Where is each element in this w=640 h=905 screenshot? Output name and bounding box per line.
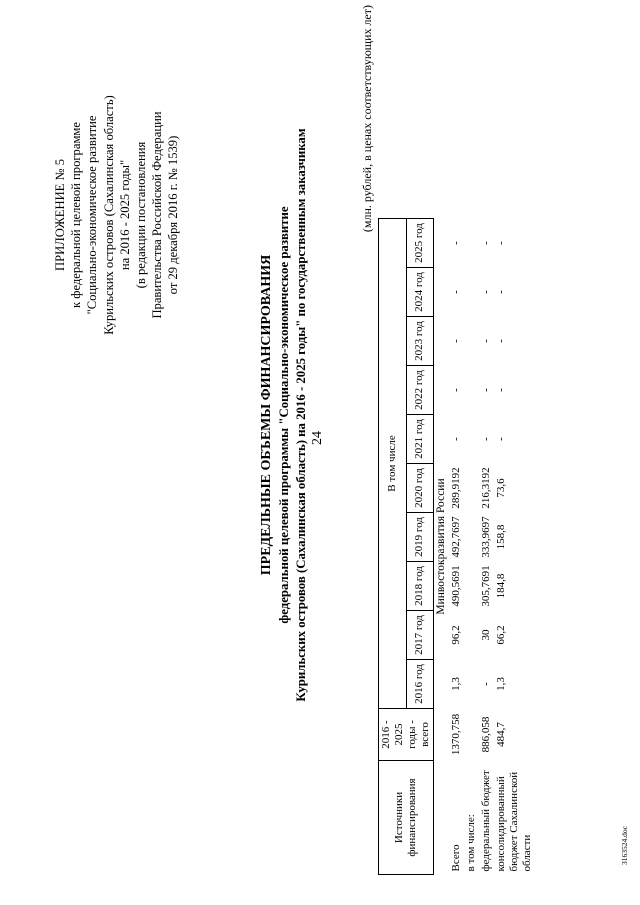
row-value: 158,8: [495, 524, 507, 550]
appendix-line: от 29 декабря 2016 г. № 1539): [166, 135, 181, 295]
appendix-line: (в редакции постановления: [134, 141, 149, 289]
row-value: -: [495, 241, 507, 245]
row-value: 490,5691: [450, 565, 462, 607]
header-year: 2017 год: [406, 611, 434, 660]
row-label: в том числе:: [465, 814, 477, 872]
header-year: 2018 год: [406, 562, 434, 611]
document-heading: [258, 0, 310, 865]
appendix-line: Курильских островов (Сахалинская область): [101, 95, 116, 335]
row-label: Всего: [450, 844, 462, 872]
row-value: -: [450, 388, 462, 392]
header-year: 2025 год: [406, 219, 434, 268]
row-value: 333,9697: [480, 516, 492, 558]
heading-title: ПРЕДЕЛЬНЫЕ ОБЪЕМЫ ФИНАНСИРОВАНИЯ: [259, 254, 274, 576]
row-label: консолидированный бюджет Сахалинской области: [495, 771, 533, 872]
row-value: 305,7691: [480, 565, 492, 607]
page-number: 24: [310, 431, 325, 445]
ministry-label: Минвостокразвития России: [435, 478, 447, 615]
header-year: 2016 год: [406, 660, 434, 709]
header-year: 2024 год: [406, 268, 434, 317]
row-value: -: [450, 437, 462, 441]
table-row: [494, 219, 535, 875]
appendix-block: [52, 5, 182, 425]
row-value: 289,9192: [450, 467, 462, 509]
table-header-row: [379, 219, 407, 875]
row-value: 1,3: [495, 677, 507, 691]
header-year: 2021 год: [406, 415, 434, 464]
row-value: -: [480, 682, 492, 686]
row-value: -: [480, 241, 492, 245]
row-value: -: [480, 437, 492, 441]
unit-label: (млн. рублей, в ценах соответствующих лет): [360, 5, 374, 233]
doc-code: 3163524.doc: [620, 826, 629, 865]
header-source: Источники финансирования: [379, 761, 434, 875]
row-value: 73,6: [495, 478, 507, 498]
header-year: 2019 год: [406, 513, 434, 562]
row-value: 886,058: [480, 716, 492, 753]
row-value: 184,8: [495, 573, 507, 599]
row-value: -: [480, 290, 492, 294]
appendix-line: к федеральной целевой программе: [69, 122, 84, 308]
header-year: 2022 год: [406, 366, 434, 415]
row-value: -: [495, 339, 507, 343]
row-value: 96,2: [450, 625, 462, 645]
row-value: -: [450, 241, 462, 245]
heading-line: федеральной целевой программы "Социально-экономическое развитие: [277, 206, 291, 624]
appendix-line: "Социально-экономическое развитие: [85, 115, 100, 315]
row-value: 484,7: [495, 722, 507, 747]
row-value: -: [480, 339, 492, 343]
ministry-row: [434, 219, 450, 875]
heading-line: Курильских островов (Сахалинская область) на 2016 - 2025 годы" по государственным заказчикам: [294, 128, 308, 702]
row-value: -: [450, 339, 462, 343]
row-value: 1370,758: [450, 713, 462, 756]
table-row: [479, 219, 494, 875]
table-row: [449, 219, 464, 875]
row-label: федеральный бюджет: [480, 770, 492, 872]
table-row: [464, 219, 479, 875]
appendix-line: ПРИЛОЖЕНИЕ № 5: [53, 159, 67, 271]
financing-table: [378, 218, 535, 875]
header-year: 2020 год: [406, 464, 434, 513]
row-value: 1,3: [450, 677, 462, 691]
row-value: 492,7697: [450, 516, 462, 558]
row-value: -: [495, 290, 507, 294]
row-value: 66,2: [495, 625, 507, 645]
row-value: -: [495, 437, 507, 441]
row-value: 216,3192: [480, 467, 492, 509]
appendix-line: на 2016 - 2025 годы": [117, 159, 132, 271]
row-value: 30: [480, 629, 492, 641]
row-value: -: [480, 388, 492, 392]
row-value: -: [450, 290, 462, 294]
row-value: -: [495, 388, 507, 392]
header-year: 2023 год: [406, 317, 434, 366]
header-including: В том числе: [379, 219, 407, 709]
header-total: 2016 - 2025 годы - всего: [379, 709, 434, 761]
appendix-line: Правительства Российской Федерации: [150, 111, 165, 319]
